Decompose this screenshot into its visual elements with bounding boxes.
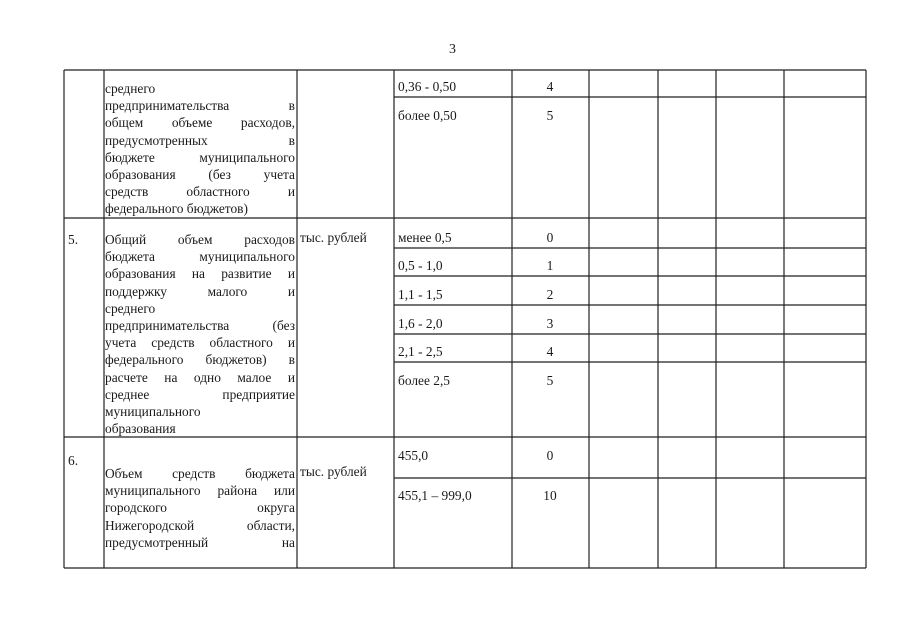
description-line: муниципального района или — [105, 483, 295, 499]
row-number: 5. — [68, 232, 79, 247]
range-cell: менее 0,5 — [398, 230, 452, 245]
score-cell: 5 — [546, 373, 554, 388]
unit-cell: тыс. рублей — [300, 464, 367, 479]
score-cell: 2 — [546, 287, 554, 302]
description-line: федерального бюджетов) в — [105, 352, 295, 368]
description-line: среднего — [105, 300, 156, 316]
score-cell: 5 — [546, 108, 554, 123]
description-line: поддержку малого и — [105, 283, 295, 299]
description-line: бюджете муниципального — [105, 149, 295, 165]
description-line: среднего — [105, 81, 156, 96]
score-cell: 10 — [543, 488, 557, 503]
range-cell: 2,1 - 2,5 — [398, 344, 443, 359]
description-line: предпринимательства в — [105, 98, 295, 114]
description-line: образования (без учета — [105, 166, 295, 182]
description-line: Общий объем расходов — [105, 232, 295, 247]
range-cell: более 2,5 — [398, 373, 450, 388]
unit-cell: тыс. рублей — [300, 230, 367, 245]
description-line: образования — [105, 421, 176, 437]
range-cell: 455,0 — [398, 448, 429, 463]
score-cell: 3 — [546, 316, 554, 331]
description-line: предусмотренный на — [105, 534, 295, 550]
row-description — [105, 465, 295, 551]
description-line: расчете на одно малое и — [105, 369, 295, 385]
row-description — [105, 80, 295, 218]
description-line: предпринимательства (без — [105, 317, 295, 333]
range-cell: 455,1 – 999,0 — [398, 488, 472, 503]
description-line: городского округа — [105, 500, 295, 516]
description-line: предусмотренных в — [105, 132, 295, 148]
score-cell: 1 — [546, 258, 554, 273]
description-line: Объем средств бюджета — [105, 466, 295, 481]
range-cell: более 0,50 — [398, 108, 457, 123]
score-cell: 4 — [546, 344, 554, 359]
description-line: среднее предприятие — [105, 386, 295, 402]
description-line: федерального бюджетов) — [105, 201, 248, 217]
row-number: 6. — [68, 453, 79, 468]
row-description — [105, 231, 295, 437]
range-cell: 1,6 - 2,0 — [398, 316, 443, 331]
range-cell: 0,5 - 1,0 — [398, 258, 443, 273]
range-cell: 0,36 - 0,50 — [398, 79, 457, 94]
range-cell: 1,1 - 1,5 — [398, 287, 443, 302]
score-cell: 0 — [546, 230, 554, 245]
description-line: образования на развитие и — [105, 266, 295, 282]
score-cell: 0 — [546, 448, 554, 463]
description-line: средств областного и — [105, 184, 295, 200]
score-cell: 4 — [546, 79, 554, 94]
description-line: общем объеме расходов, — [105, 115, 295, 131]
page-number: 3 — [449, 42, 456, 57]
description-line: муниципального — [105, 403, 201, 419]
description-line: бюджета муниципального — [105, 249, 295, 265]
description-line: учета средств областного и — [105, 335, 295, 351]
description-line: Нижегородской области, — [105, 517, 295, 533]
